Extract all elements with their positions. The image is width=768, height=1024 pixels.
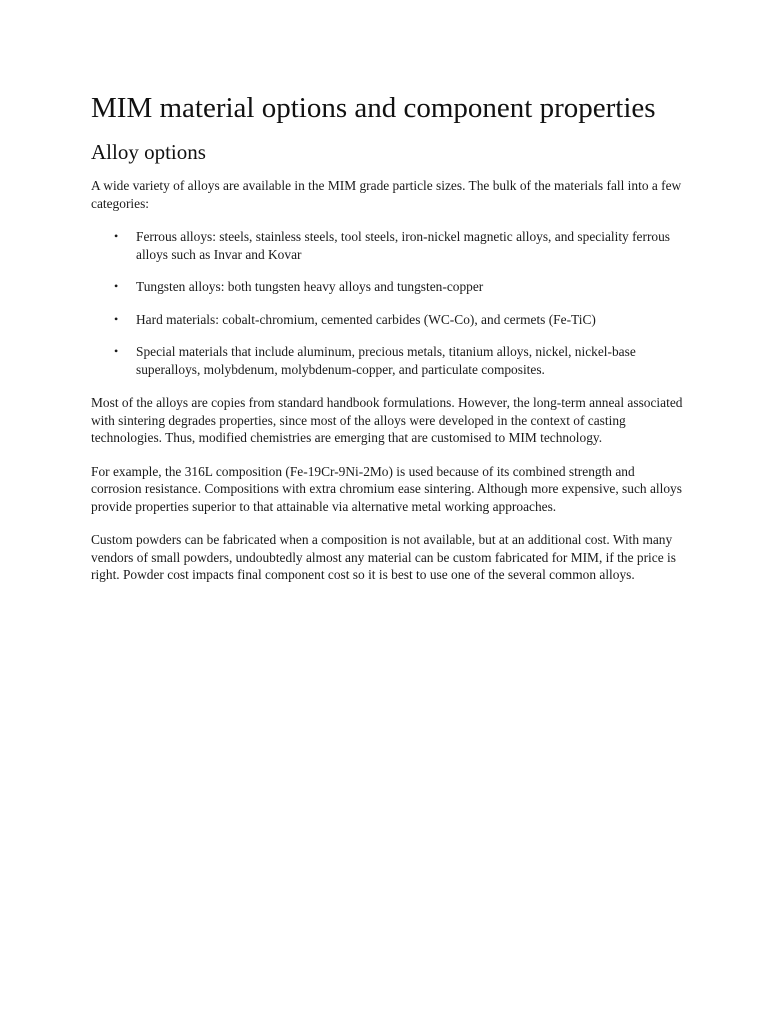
list-item-text: Hard materials: cobalt-chromium, cemented carbides (WC-Co), and cermets (Fe-TiC) [136,311,596,327]
document-page [91,91,683,600]
list-item [114,343,683,378]
list-item [114,278,683,296]
bullet-icon: • [114,311,119,326]
body-paragraph: Custom powders can be fabricated when a composition is not available, but at an additional cost. With many vendors of small powders, undoubtedly almost any material can be custom fabricated for MIM, if the price is right. Powder cost impacts final component cost so it is best to use one of the several common alloys. [91,532,676,582]
page-title: MIM material options and component properties [91,92,656,124]
bullet-icon: • [114,279,119,293]
bullet-icon: • [114,229,119,243]
section-heading: Alloy options [91,140,206,164]
alloy-category-list [91,228,683,378]
list-item-text: Tungsten alloys: both tungsten heavy alloys and tungsten-copper [136,279,484,294]
intro-paragraph: A wide variety of alloys are available in the MIM grade particle sizes. The bulk of the materials fall into a few categories: [91,178,682,211]
body-paragraph: Most of the alloys are copies from standard handbook formulations. However, the long-term anneal associated with sintering degrades properties, since most of the alloys were developed in the context of casting technologies. Thus, modified chemistries are emerging that are customised to MIM technology. [91,395,683,445]
list-item [114,311,683,329]
bullet-icon: • [114,344,119,358]
list-item [114,228,683,263]
body-paragraph: For example, the 316L composition (Fe-19Cr-9Ni-2Mo) is used because of its combined strength and corrosion resistance. Compositions with extra chromium ease sintering. Although more expensive, such alloys provide properties superior to that attainable via alternative metal working approaches. [91,463,682,514]
list-item-text: Ferrous alloys: steels, stainless steels, tool steels, iron-nickel magnetic alloys, and speciality ferrous alloys such as Invar and Kovar [136,229,671,262]
list-item-text: Special materials that include aluminum, precious metals, titanium alloys, nickel, nickel-base superalloys, molybdenum, molybdenum-copper, and particulate composites. [136,344,636,377]
